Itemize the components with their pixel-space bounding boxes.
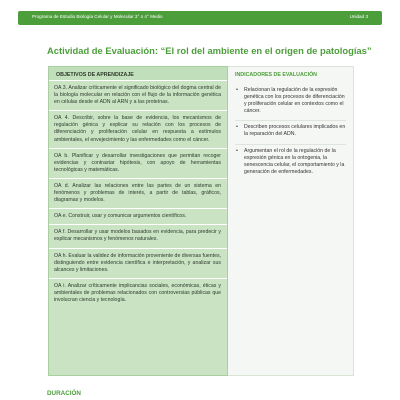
objectives-heading: OBJETIVOS DE APRENDIZAJE	[49, 67, 227, 80]
indicator-item	[235, 145, 346, 181]
objectives-column	[48, 66, 228, 376]
objective-item: OA e. Construir, usar y comunicar argumentos científicos.	[49, 208, 227, 224]
indicator-text: Argumentan el rol de la regulación de la expresión génica en la ontogenia, la senescencia celular, el comportamiento y la generación de enfermedades.	[244, 147, 345, 175]
bullet-icon: •	[236, 124, 238, 131]
objective-item: OA b. Planificar y desarrollar investigaciones que permitan recoger evidencias y contrastar hipótesis, con apoyo de herramientas tecnológicas y matemáticas.	[49, 148, 227, 178]
unit-label: Unidad 3	[349, 14, 368, 19]
indicators-column	[228, 66, 354, 376]
objectives-list	[49, 80, 227, 308]
objective-item: OA 3. Analizar críticamente el significado biológico del dogma central de la biología molecular en relación con el flujo de la información genética en células desde el ADN al ARN y a las proteínas.	[49, 80, 227, 110]
program-title: Programa de Estudio Biología Celular y Molecular 3° o 4° Medio	[32, 14, 163, 19]
objective-item: OA f. Desarrollar y usar modelos basados en evidencia, para predecir y explicar mecanismos y fenómenos naturales.	[49, 224, 227, 247]
evaluation-table	[48, 66, 354, 376]
indicators-heading: INDICADORES DE EVALUACIÓN	[235, 72, 318, 78]
objective-item: OA i. Analizar críticamente implicancias sociales, económicas, éticas y ambientales de problemas relacionados con controversias públicas que involucran ciencia y tecnología.	[49, 278, 227, 308]
objective-item: OA h. Evaluar la validez de información proveniente de diversas fuentes, distinguiendo entre evidencia científica e interpretación, y analizar sus alcances y limitaciones.	[49, 248, 227, 278]
page-title: Actividad de Evaluación: “El rol del ambiente en el origen de patologías”	[47, 45, 372, 56]
indicator-item	[235, 121, 346, 144]
indicator-item	[235, 84, 346, 121]
bullet-icon: •	[236, 87, 238, 93]
indicators-list	[228, 80, 353, 181]
indicator-text: Describen procesos celulares implicados en la reparación del ADN.	[244, 124, 346, 138]
indicator-text: Relacionan la regulación de la expresión genética con los procesos de diferenciación y proliferación celular en contextos como el cáncer.	[244, 87, 345, 115]
objective-item: OA 4. Describir, sobre la base de evidencia, los mecanismos de regulación génica y explicar su relación con los procesos de diferenciación y proliferación celular en respuesta a estímulos ambientales, el envejecimiento y las enfermedades como el cáncer.	[49, 110, 227, 147]
duration-heading: DURACIÓN	[47, 390, 81, 397]
header-bar	[18, 11, 382, 25]
bullet-icon: •	[236, 147, 238, 154]
objective-item: OA d. Analizar las relaciones entre las partes de un sistema en fenómenos y problemas de interés, a partir de tablas, gráficos, diagramas y modelos.	[49, 178, 227, 208]
